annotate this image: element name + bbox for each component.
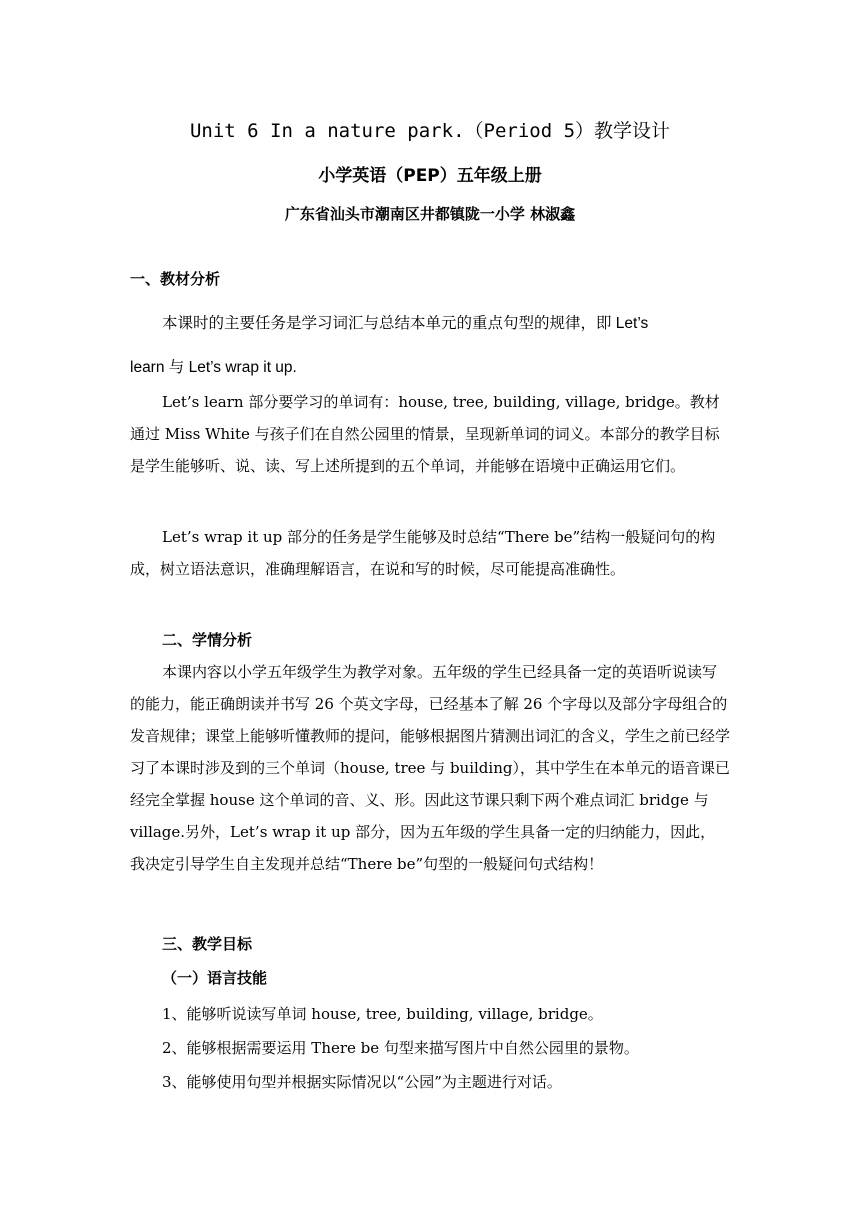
document-subtitle: 小学英语（PEP）五年级上册 xyxy=(318,166,542,186)
document-author: 广东省汕头市潮南区井都镇陇一小学 林淑鑫 xyxy=(284,205,576,223)
section2-paragraph: 本课内容以小学五年级学生为教学对象。五年级的学生已经具备一定的英语听说读写的能力，能正确朗读并书写 26 个英文字母，已经基本了解 26 个字母以及部分字母组合的发音规律；课堂上能够听懂教师的提问，能够根据图片猜测出词汇的含义，学生之前已经学习了本课时涉及到的三个单词（house, tree 与 building），其中学生在本单元的语音课已经完全掌握 house 这个单词的音、义、形。因此这节课只剩下两个难点词汇 bridge 与 village.另外，Let’s wrap it up 部分，因为五年级的学生具备一定的归纳能力，因此，我决定引导学生自主发现并总结“There be”句型的一般疑问句式结构！ xyxy=(130,663,731,873)
section3-subheading: （一）语言技能 xyxy=(162,969,268,987)
section1-heading: 一、教材分析 xyxy=(130,270,221,288)
objective-item-3: 3、能够使用句型并根据实际情况以“公园”为主题进行对话。 xyxy=(162,1073,562,1091)
section1-paragraph1-line1: 本课时的主要任务是学习词汇与总结本单元的重点句型的规律，即 Let’s xyxy=(162,315,649,332)
section2-heading: 二、学情分析 xyxy=(162,631,253,649)
section1-paragraph3: Let’s wrap it up 部分的任务是学生能够及时总结“There be”结构一般疑问句的构成，树立语法意识，准确理解语言，在说和写的时候，尽可能提高准确性。 xyxy=(130,528,716,578)
objective-item-1: 1、能够听说读写单词 house, tree, building, village, bridge。 xyxy=(162,1005,603,1023)
section1-paragraph2: Let’s learn 部分要学习的单词有：house, tree, building, village, bridge。教材通过 Miss White 与孩子们在自然公园里的情景，呈现新单词的词义。本部分的教学目标是学生能够听、说、读、写上述所提到的五个单词，并能够在语境中正确运用它们。 xyxy=(130,393,720,475)
objective-item-2: 2、能够根据需要运用 There be 句型来描写图片中自然公园里的景物。 xyxy=(162,1039,639,1057)
section1-paragraph1-line2: learn 与 Let’s wrap it up. xyxy=(130,359,297,376)
document-title: Unit 6 In a nature park.（Period 5）教学设计 xyxy=(189,120,671,142)
section3-heading: 三、教学目标 xyxy=(162,935,253,953)
